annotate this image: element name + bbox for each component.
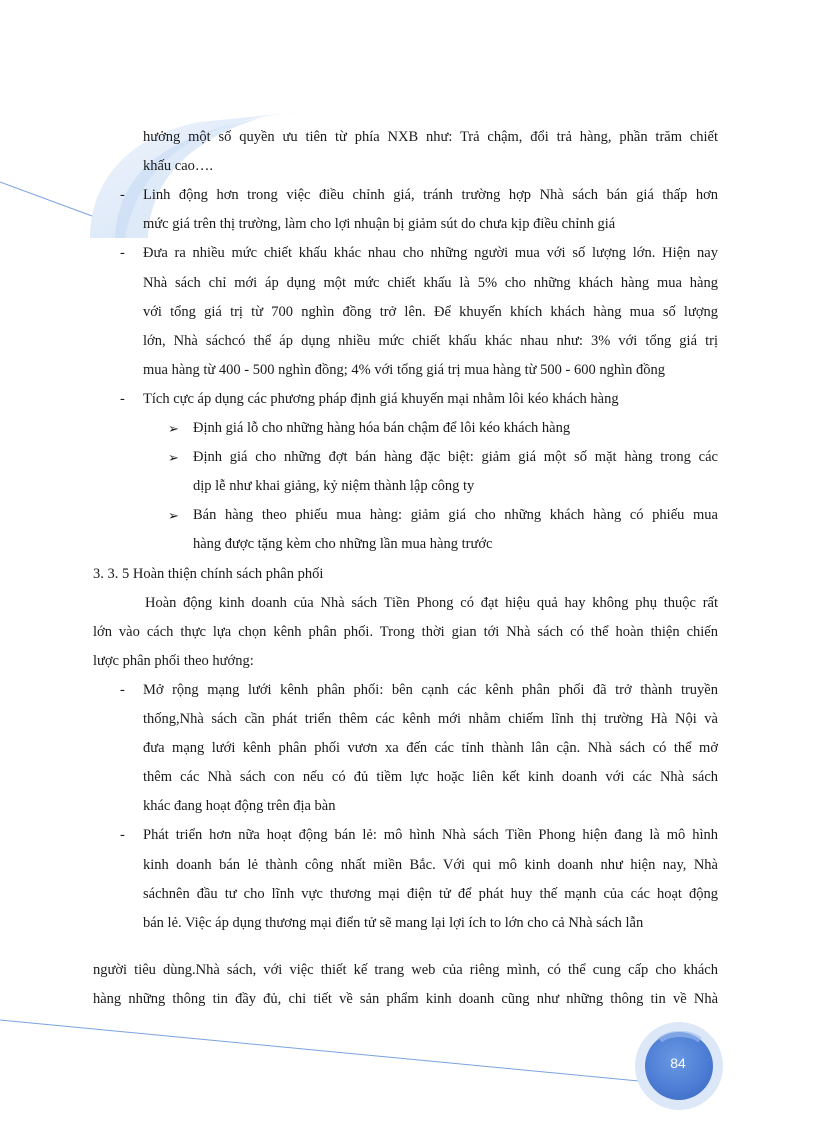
- text-line: khác đang hoạt động trên địa bàn: [143, 798, 336, 815]
- arrow-bullet-icon: ➢: [168, 508, 179, 524]
- text-line: Tích cực áp dụng các phương pháp định giá khuyến mại nhằm lôi kéo khách hàng: [143, 390, 619, 407]
- text-line: thêm các Nhà sách con nếu có đủ tiềm lực hoặc liên kết kinh doanh với các Nhà sách: [143, 769, 718, 786]
- text-line: Đưa ra nhiều mức chiết khấu khác nhau cho những người mua với số lượng lớn. Hiện nay: [143, 245, 718, 262]
- dash-bullet: -: [120, 245, 125, 262]
- text-line: lớn vào cách thực lựa chọn kênh phân phối. Trong thời gian tới Nhà sách có thể hoàn thiện chiến: [93, 623, 718, 640]
- text-line: Định giá cho những đợt bán hàng đặc biệt: giảm giá một số mặt hàng trong các: [193, 449, 718, 466]
- text-line: kinh doanh bán lẻ thành công nhất miền Bắc. Với qui mô kinh doanh như hiện nay, Nhà: [143, 856, 718, 873]
- section-heading: 3. 3. 5 Hoàn thiện chính sách phân phối: [93, 565, 324, 582]
- text-line: dịp lễ như khai giảng, kỷ niệm thành lập công ty: [193, 478, 475, 495]
- arrow-bullet-icon: ➢: [168, 421, 179, 436]
- text-line: khấu cao….: [143, 158, 214, 175]
- text-line: với tổng giá trị từ 700 nghìn đồng trở lên. Để khuyến khích khách hàng mua số lượng: [143, 303, 718, 320]
- footer-rule-line: [0, 1020, 660, 1083]
- dash-bullet: -: [120, 827, 125, 844]
- text-line: Định giá lỗ cho những hàng hóa bán chậm để lôi kéo khách hàng: [193, 420, 571, 436]
- text-line: Nhà sách chỉ mới áp dụng một mức chiết khấu là 5% cho những khách hàng mua hàng: [143, 274, 718, 291]
- arrow-bullet-icon: ➢: [168, 450, 179, 466]
- text-line: Hoàn động kinh doanh của Nhà sách Tiền Phong có đạt hiệu quả hay không phụ thuộc rất: [145, 594, 718, 611]
- text-line: sáchnên đầu tư cho lĩnh vực thương mại điện tử để phát huy thế mạnh của các hoạt động: [143, 885, 718, 902]
- text-line: người tiêu dùng.Nhà sách, với việc thiết kế trang web của riêng mình, có thể cung cấp cho khách: [93, 961, 718, 978]
- text-line: thống,Nhà sách cần phát triển thêm các kênh mới nhằm chiếm lĩnh thị trường Hà Nội và: [143, 711, 718, 727]
- text-line: bán lẻ. Việc áp dụng thương mại điển tử sẽ mang lại lợi ích to lớn cho cả Nhà sách lẫn: [143, 914, 644, 931]
- text-line: mức giá trên thị trường, làm cho lợi nhuận bị giảm sút do chưa kịp điều chỉnh giá: [143, 216, 616, 233]
- corner-swirl-line: [0, 182, 92, 216]
- text-line: lớn, Nhà sáchcó thể áp dụng nhiều mức chiết khấu khác nhau như: 3% với tổng giá trị: [143, 332, 718, 349]
- text-line: đưa mạng lưới kênh phân phối vươn xa đến các tỉnh thành lân cận. Nhà sách có thể mở: [143, 740, 718, 757]
- text-line: mua hàng từ 400 - 500 nghìn đồng; 4% với tổng giá trị mua hàng từ 500 - 600 nghìn đồng: [143, 361, 665, 378]
- text-line: Phát triển hơn nữa hoạt động bán lẻ: mô hình Nhà sách Tiền Phong hiện đang là mô hình: [143, 827, 718, 844]
- text-line: hàng được tặng kèm cho những lần mua hàng trước: [193, 536, 493, 553]
- text-line: lược phân phối theo hướng:: [93, 652, 254, 669]
- text-line: hàng những thông tin đầy đủ, chi tiết về sản phẩm kinh doanh cũng như những thông tin về Nhà: [93, 990, 718, 1007]
- page-number: 84: [670, 1055, 686, 1071]
- dash-bullet: -: [120, 187, 125, 204]
- text-line: Mở rộng mạng lưới kênh phân phối: bên cạnh các kênh phân phối đã trở thành truyền: [143, 681, 718, 698]
- text-line: Linh động hơn trong việc điều chỉnh giá, tránh trường hợp Nhà sách bán giá thấp hơn: [143, 187, 718, 204]
- dash-bullet: -: [120, 681, 125, 698]
- text-line: hưởng một số quyền ưu tiên từ phía NXB như: Trả chậm, đổi trả hàng, phần trăm chiết: [143, 129, 718, 145]
- text-line: Bán hàng theo phiếu mua hàng: giảm giá cho những khách hàng có phiếu mua: [193, 507, 718, 524]
- dash-bullet: -: [120, 390, 125, 407]
